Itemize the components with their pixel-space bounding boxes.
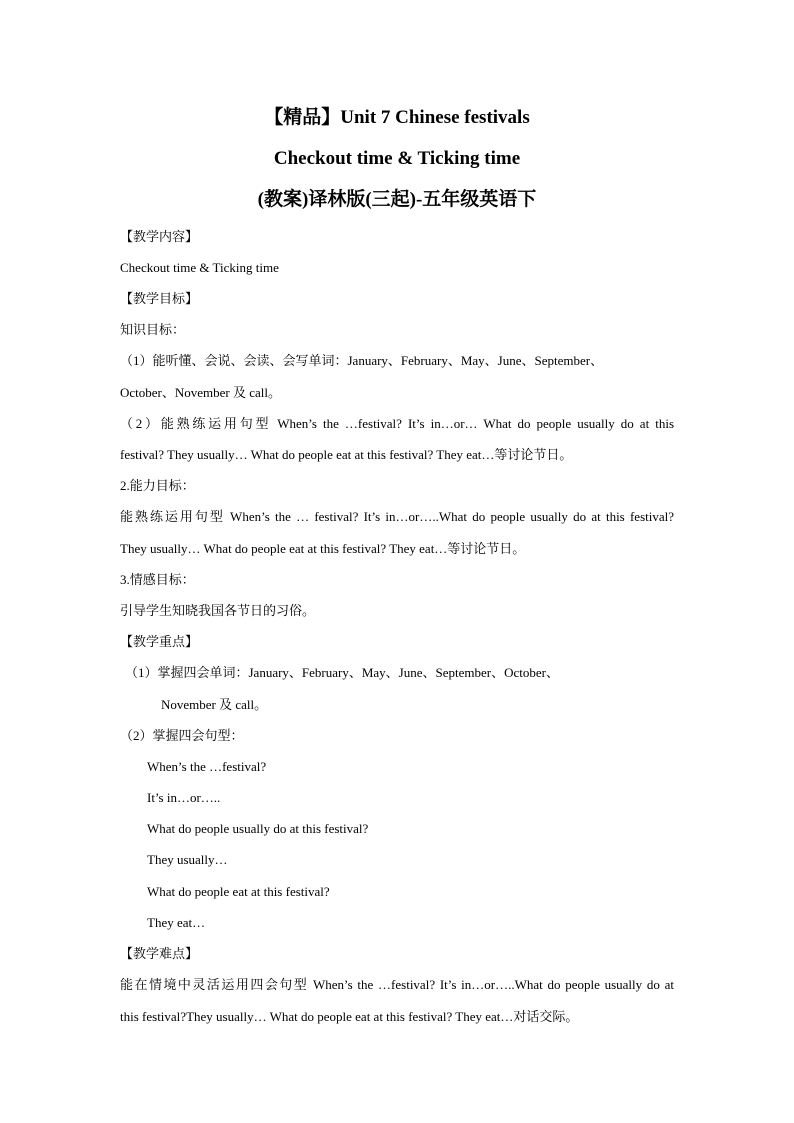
emotion-goal-heading: 3.情感目标： <box>120 572 195 587</box>
teaching-content-text: Checkout time & Ticking time <box>120 260 279 275</box>
document-title-line-3: (教案)译林版(三起)-五年级英语下 <box>257 189 537 210</box>
sentence-pattern-2: It’s in…or….. <box>147 790 221 805</box>
knowledge-goal-heading: 知识目标： <box>120 322 186 337</box>
ability-goal-text: 能熟练运用句型 When’s the … festival? It’s in…or…..What do people usually do at this festival? <box>120 509 674 524</box>
sentence-pattern-3: What do people usually do at this festival? <box>147 821 369 836</box>
difficulty-text: 能在情境中灵活运用四会句型 When’s the …festival? It’s in…or…..What do people usually do at <box>120 977 674 992</box>
key-point-item-2: （2）掌握四会句型： <box>120 728 244 743</box>
ability-goal-text-cont: They usually… What do people eat at this festival? They eat…等讨论节日。 <box>120 541 526 556</box>
section-heading-difficulties: 【教学难点】 <box>120 946 199 961</box>
key-point-item-1-cont: November 及 call。 <box>161 697 268 712</box>
sentence-pattern-4: They usually… <box>147 852 228 867</box>
knowledge-goal-item-2-cont: festival? They usually… What do people eat at this festival? They eat…等讨论节日。 <box>120 447 573 462</box>
section-heading-teaching-goals: 【教学目标】 <box>120 291 199 306</box>
document-title-line-2: Checkout time & Ticking time <box>273 148 521 169</box>
key-point-item-1: （1）掌握四会单词：January、February、May、June、September、October、 <box>125 665 559 680</box>
sentence-pattern-5: What do people eat at this festival? <box>147 884 330 899</box>
ability-goal-heading: 2.能力目标： <box>120 478 195 493</box>
section-heading-key-points: 【教学重点】 <box>120 634 199 649</box>
knowledge-goal-item-1: （1）能听懂、会说、会读、会写单词：January、February、May、June、September、 <box>120 353 604 368</box>
section-heading-teaching-content: 【教学内容】 <box>120 229 199 244</box>
sentence-pattern-1: When’s the …festival? <box>147 759 267 774</box>
emotion-goal-text: 引导学生知晓我国各节日的习俗。 <box>120 603 316 618</box>
sentence-pattern-6: They eat… <box>147 915 206 930</box>
difficulty-text-cont: this festival?They usually… What do people eat at this festival? They eat…对话交际。 <box>120 1009 579 1024</box>
knowledge-goal-item-1-cont: October、November 及 call。 <box>120 385 282 400</box>
document-title-line-1: 【精品】Unit 7 Chinese festivals <box>264 107 530 128</box>
knowledge-goal-item-2: （2）能熟练运用句型 When’s the …festival? It’s in…or… What do people usually do at this <box>120 416 674 431</box>
